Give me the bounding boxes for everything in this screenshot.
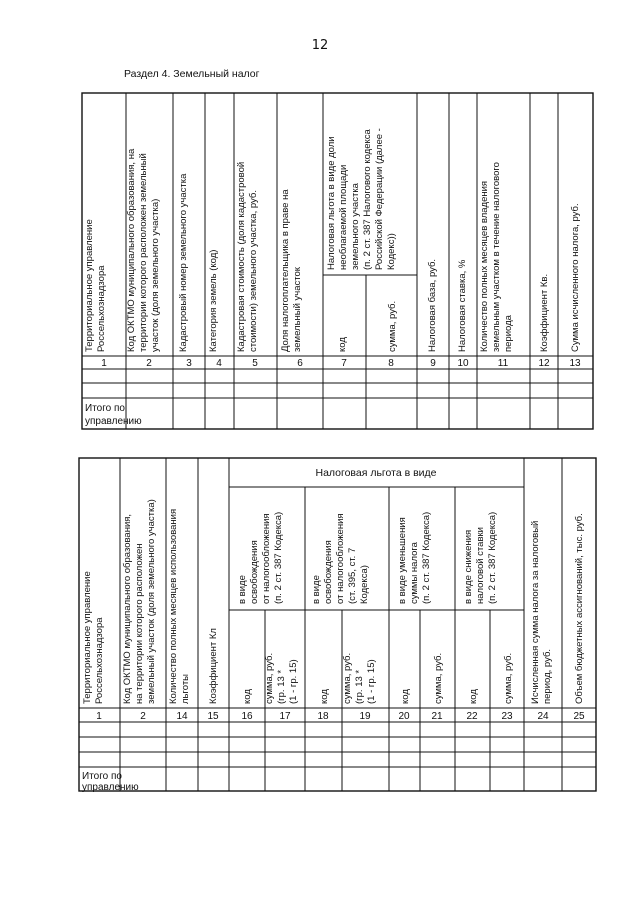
t2-h5-l4: (п. 2 ст. 387 Кодекса) xyxy=(273,511,284,604)
t1-h7-l6: Кодекс)) xyxy=(386,233,397,270)
t1-header-tax-rate: Налоговая ставка, % xyxy=(457,259,468,352)
t1-header-coef-kv: Коэффициент Кв. xyxy=(539,273,550,352)
t1-header-calculated-tax: Сумма исчисленного налога, руб. xyxy=(570,203,581,352)
t2-subheader-code: код xyxy=(242,689,253,704)
t2-s19-l2: (гр. 13 * xyxy=(354,669,365,704)
t1-h2-l2: территории которого расположен земельный xyxy=(138,153,149,352)
t2-col-number: 19 xyxy=(359,711,371,722)
t2-h6-l1: в виде xyxy=(311,575,322,604)
t1-header-months-owned xyxy=(479,159,514,352)
t1-h11-l2: земельным участком в течение налогового xyxy=(491,162,502,352)
t1-col-number: 6 xyxy=(297,358,303,369)
t2-header-exemption-387 xyxy=(237,511,284,604)
t1-header-tax-base: Налоговая база, руб. xyxy=(427,258,438,352)
t2-subheader-code: код xyxy=(468,689,479,704)
t2-total-l1: Итого по xyxy=(82,771,122,782)
t2-s17-l1: сумма, руб. xyxy=(264,652,275,704)
t1-h1-l2: Россельхознадзора xyxy=(96,265,107,352)
t2-h5-l3: от налогообложения xyxy=(261,513,272,604)
t2-col-number: 23 xyxy=(501,711,513,722)
t2-h6-l2: освобождения xyxy=(323,540,334,604)
t2-h8-l3: (п. 2 ст. 387 Кодекса) xyxy=(487,511,498,604)
t2-group-header: Налоговая льгота в виде xyxy=(315,467,437,479)
t1-h5-l2: стоимости) земельного участка, руб. xyxy=(248,190,259,352)
t2-col-number: 14 xyxy=(176,711,188,722)
t2-col-number: 15 xyxy=(207,711,219,722)
t1-h6-l2: земельный участок xyxy=(292,267,303,352)
t2-h8-l1: в виде снижения xyxy=(463,529,474,604)
t2-col-number: 17 xyxy=(279,711,291,722)
t2-col-number: 2 xyxy=(140,711,146,722)
t2-h2-l3: земельный участок (доля земельного участка) xyxy=(146,499,157,704)
t1-col-number: 3 xyxy=(186,358,192,369)
t1-col-number: 7 xyxy=(341,358,347,369)
t1-header-taxpayer-share xyxy=(280,187,303,352)
t2-col-number: 16 xyxy=(241,711,253,722)
t1-header-cadastral-value xyxy=(236,159,259,352)
t2-header-oktmo xyxy=(122,499,157,704)
section-title: Раздел 4. Земельный налог xyxy=(124,68,260,80)
t2-subheader-sum xyxy=(264,650,299,704)
t2-col-number: 21 xyxy=(431,711,443,722)
t2-header-calculated-tax xyxy=(530,518,553,704)
t2-s17-l3: (1 - гр. 15) xyxy=(288,659,299,704)
t2-col-number: 18 xyxy=(317,711,329,722)
t1-col-number: 5 xyxy=(252,358,258,369)
t2-h5-l2: освобождения xyxy=(249,540,260,604)
t1-col-number: 13 xyxy=(569,358,581,369)
t1-h11-l3: периода xyxy=(503,315,514,352)
t1-col-number: 2 xyxy=(146,358,152,369)
t2-col-number: 25 xyxy=(573,711,585,722)
t1-total-l2: управлению xyxy=(85,416,142,427)
t1-header-benefit-sum: сумма, руб. xyxy=(387,300,398,352)
t2-header-territorial-office xyxy=(82,569,105,704)
t2-h24-l2: период, руб. xyxy=(542,648,553,704)
t2-h7-l3: (п. 2 ст. 387 Кодекса) xyxy=(421,511,432,604)
t1-total-l1: Итого по xyxy=(85,403,125,414)
t1-header-benefit-code: код xyxy=(337,337,348,352)
t2-col-number: 24 xyxy=(537,711,549,722)
t2-h3-l1: Количество полных месяцев использования xyxy=(168,508,179,704)
t2-h7-l2: суммы налога xyxy=(409,542,420,604)
t1-h2-l3: участок (доля земельного участка) xyxy=(150,198,161,352)
t2-s17-l2: (гр. 13 * xyxy=(276,669,287,704)
t2-h1-l1: Территориальное управление xyxy=(82,571,93,704)
t1-col-number: 9 xyxy=(430,358,436,369)
t2-h24-l1: Исчисленная сумма налога за налоговый xyxy=(530,520,541,704)
t2-h8-l2: налоговой ставки xyxy=(475,527,486,604)
t2-s19-l3: (1 - гр. 15) xyxy=(366,659,377,704)
t2-h6-l4: (ст. 395, ст. 7 xyxy=(347,547,358,604)
t2-subheader-sum xyxy=(342,650,377,704)
t2-header-budget-allocations: Объем бюджетных ассигнований, тыс. руб. xyxy=(574,513,585,704)
t1-h11-l1: Количество полных месяцев владения xyxy=(479,180,490,352)
t1-total-label xyxy=(85,403,142,427)
t1-col-number: 11 xyxy=(497,358,509,369)
t2-col-number: 1 xyxy=(96,711,102,722)
t2-h2-l1: Код ОКТМО муниципального образования, xyxy=(122,513,133,704)
t1-col-number: 1 xyxy=(101,358,107,369)
t2-h3-l2: льготы xyxy=(180,673,191,704)
t1-header-oktmo xyxy=(126,146,161,352)
t2-h6-l3: от налогообложения xyxy=(335,513,346,604)
t2-total-l2: управлению xyxy=(82,782,139,793)
t1-header-cadastral-number: Кадастровый номер земельного участка xyxy=(178,173,189,352)
t2-col-number: 22 xyxy=(466,711,478,722)
t2-total-label xyxy=(82,771,139,793)
t2-h6-l5: Кодекса) xyxy=(359,565,370,604)
t2-subheader-code: код xyxy=(319,689,330,704)
t1-h7-l1: Налоговая льгота в виде доли xyxy=(326,136,337,270)
t2-subheader-sum: сумма, руб. xyxy=(503,652,514,704)
t1-h7-l2: необлагаемой площади xyxy=(338,164,349,270)
t1-header-tax-benefit xyxy=(326,126,397,271)
t2-s19-l1: сумма, руб. xyxy=(342,652,353,704)
t2-h5-l1: в виде xyxy=(237,575,248,604)
t1-col-number: 12 xyxy=(538,358,550,369)
t1-h5-l1: Кадастровая стоимость (доля кадастровой xyxy=(236,161,247,352)
t2-h7-l1: в виде уменьшения xyxy=(397,517,408,604)
t1-h6-l1: Доля налогоплательщика в праве на xyxy=(280,189,291,352)
t2-header-exemption-395 xyxy=(311,511,370,604)
t2-subheader-code: код xyxy=(400,689,411,704)
t1-h7-l3: земельного участка xyxy=(350,183,361,270)
t1-h1-l1: Территориальное управление xyxy=(84,219,95,352)
t1-header-territorial-office xyxy=(84,217,107,352)
page-number: 12 xyxy=(311,38,329,53)
t2-h1-l2: Россельхознадзора xyxy=(94,617,105,704)
t2-col-number: 20 xyxy=(398,711,410,722)
t1-h2-l1: Код ОКТМО муниципального образования, на xyxy=(126,148,137,352)
t2-header-coef-kl: Коэффициент Кл xyxy=(208,628,219,704)
t2-header-months-benefit xyxy=(168,506,191,704)
t1-header-land-category: Категория земель (код) xyxy=(208,249,219,352)
t1-col-number: 10 xyxy=(457,358,469,369)
t1-col-number: 8 xyxy=(388,358,394,369)
t2-header-rate-reduction xyxy=(463,512,498,604)
t1-h7-l4: (п. 2 ст. 387 Налогового кодекса xyxy=(362,129,373,270)
t2-h2-l2: на территории которого расположен xyxy=(134,543,145,704)
t2-subheader-sum: сумма, руб. xyxy=(433,652,444,704)
t2-header-tax-reduction xyxy=(397,512,432,604)
t1-col-number: 4 xyxy=(216,358,222,369)
t1-h7-l5: Российской Федерации (далее - xyxy=(374,128,385,270)
